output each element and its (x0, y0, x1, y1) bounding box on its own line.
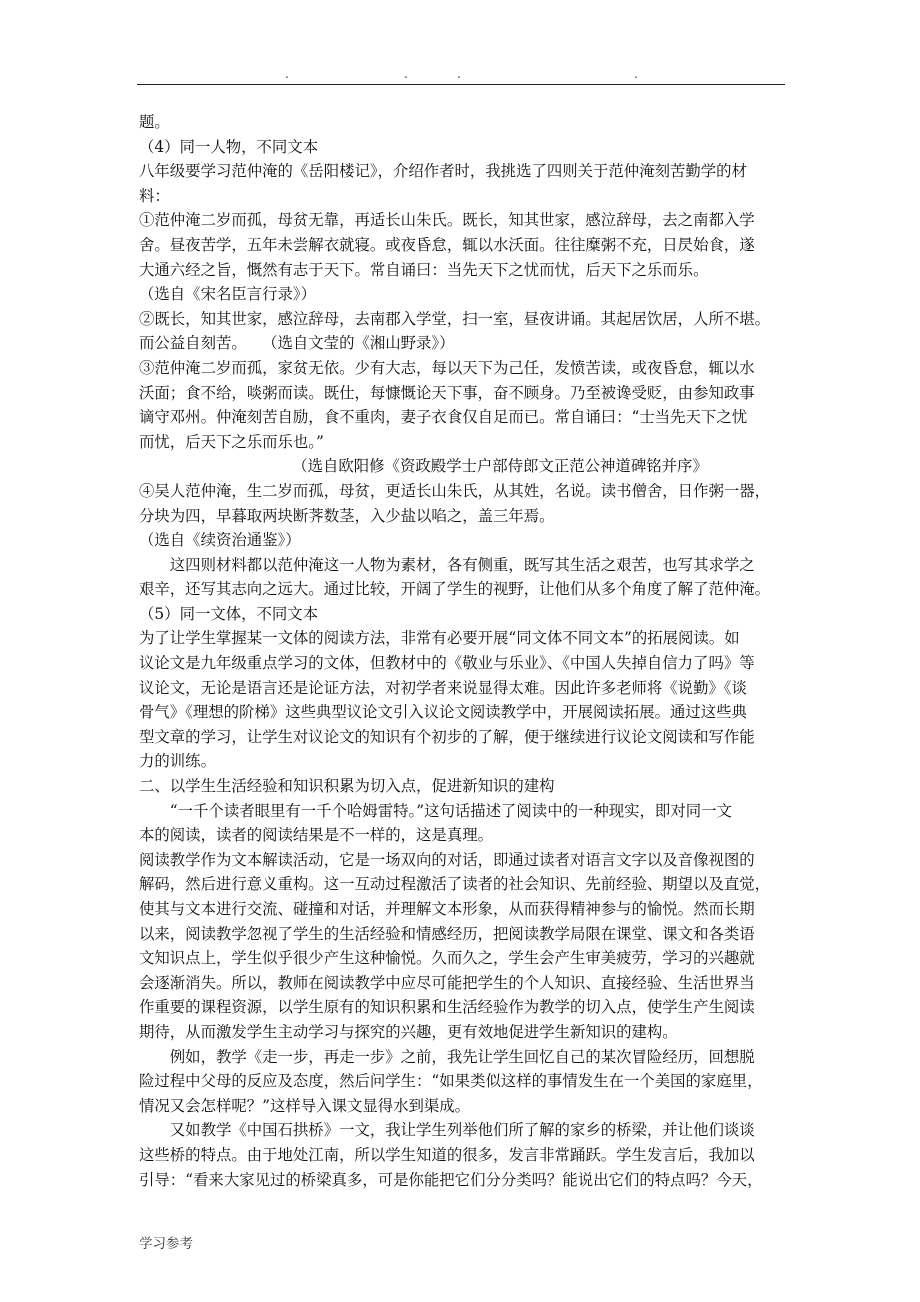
text-line: （选自《宋名臣言行录》） (139, 285, 316, 304)
header-dot: . (404, 67, 408, 81)
text-line: 阅读教学作为文本解读活动，它是一场双向的对话，即通过读者对语言文字以及音像视图的 (139, 850, 755, 869)
text-line: 舍。昼夜苦学，五年未尝解衣就寝。或夜昏怠，辄以水沃面。往往糜粥不充，日昃始食，遂 (139, 235, 755, 254)
text-line: 而公益自刻苦。 （选自文莹的《湘山野录》） (139, 334, 455, 353)
header-dot: . (285, 67, 289, 81)
text-line: 谪守邓州。仲淹刻苦自励，食不重肉，妻子衣食仅自足而已。常自诵曰：“士当先天下之忧 (139, 408, 748, 427)
text-line: 型文章的学习，让学生对议论文的知识有个初步的了解，便于继续进行议论文阅读和写作能 (139, 727, 755, 746)
text-line: 文知识点上，学生似乎很少产生这种愉悦。久而久之，学生会产生审美疲劳，学习的兴趣就 (139, 949, 755, 968)
text-line: 沃面；食不给，啖粥而读。既仕，每慷慨论天下事，奋不顾身。乃至被谗受贬，由参知政事 (139, 383, 755, 402)
text-line: 八年级要学习范仲淹的《岳阳楼记》，介绍作者时，我挑选了四则关于范仲淹刻苦勤学的材 (139, 162, 747, 181)
text-line: 料： (139, 186, 170, 205)
text-line: 大通六经之旨，慨然有志于天下。常自诵曰：当先天下之忧而忧，后天下之乐而乐。 (139, 260, 709, 279)
text-line: 会逐渐消失。所以，教师在阅读教学中应尽可能把学生的个人知识、直接经验、生活世界当 (139, 973, 755, 992)
text-line: 引导：“看来大家见过的桥梁真多，可是你能把它们分分类吗？能说出它们的特点吗？今天， (139, 1170, 763, 1189)
text-line: 骨气》《理想的阶梯》这些典型议论文引入议论文阅读教学中，开展阅读拓展。通过这些典 (139, 703, 747, 722)
header-dot: . (457, 67, 461, 81)
header-dot: . (634, 67, 638, 81)
text-line: ②既长，知其世家，感泣辞母，去南郡入学堂，扫一室，昼夜讲诵。其起居饮居，人所不堪。 (139, 309, 771, 328)
text-line: 以来，阅读教学忽视了学生的生活经验和情感经历，把阅读教学局限在课堂、课文和各类语 (139, 924, 755, 943)
text-line: 力的训练。 (139, 752, 216, 771)
text-line: 而忧，后天下之乐而乐也。” (139, 432, 324, 451)
text-line: 又如教学《中国石拱桥》一文，我让学生列举他们所了解的家乡的桥梁，并让他们谈谈 (139, 1121, 755, 1140)
text-line: 例如，教学《走一步，再走一步》之前，我先让学生回忆自己的某次冒险经历，回想脱 (139, 1047, 755, 1066)
text-line: 艰辛，还写其志向之远大。通过比较，开阔了学生的视野，让他们从多个角度了解了范仲淹。 (139, 580, 771, 599)
text-line: 使其与文本进行交流、碰撞和对话，并理解文本形象，从而获得精神参与的愉悦。然而长期 (139, 900, 755, 918)
text-line: 议论文，无论是语言还是论证方法，对初学者来说显得太难。因此许多老师将《说勤》《谈 (139, 678, 747, 697)
text-line: 为了让学生掌握某一文体的阅读方法，非常有必要开展“同文体不同文本”的拓展阅读。如 (139, 629, 740, 648)
text-line: 险过程中父母的反应及态度，然后问学生：“如果类似这样的事情发生在一个美国的家庭里， (139, 1072, 763, 1091)
text-line: （选自《续资治通鉴》） (139, 531, 301, 550)
text-line: 本的阅读，读者的阅读结果是不一样的，这是真理。 (139, 826, 493, 845)
header-rule (137, 84, 785, 85)
text-line: 议论文是九年级重点学习的文体，但教材中的《敬业与乐业》、《中国人失掉自信力了吗》等 (139, 654, 755, 673)
text-line: ①范仲淹二岁而孤，母贫无靠，再适长山朱氏。既长，知其世家，感泣辞母，去之南都入学 (139, 211, 755, 230)
text-line: 这些桥的特点。由于地处江南，所以学生知道的很多，发言非常踊跃。学生发言后，我加以 (139, 1145, 755, 1164)
document-body (139, 110, 789, 1192)
footer-label: 学习参考 (139, 1236, 193, 1252)
text-line: 情况又会怎样呢？”这样导入课文显得水到渠成。 (139, 1096, 471, 1115)
text-line: 作重要的课程资源，以学生原有的知识积累和生活经验作为教学的切入点，使学生产生阅读 (139, 998, 755, 1017)
text-line: ④吴人范仲淹，生二岁而孤，母贫，更适长山朱氏，从其姓，名说。读书僧舍，日作粥一器， (139, 481, 771, 500)
text-line: 这四则材料都以范仲淹这一人物为素材，各有侧重，既写其生活之艰苦，也写其求学之 (139, 555, 755, 574)
text-line: ③范仲淹二岁而孤，家贫无依。少有大志，每以天下为己任，发愤苦读，或夜昏怠，辄以水 (139, 358, 755, 377)
text-line: （5）同一文体，不同文本 (139, 604, 319, 623)
text-line: 解码，然后进行意义重构。这一互动过程激活了读者的社会知识、先前经验、期望以及直觉， (139, 875, 771, 894)
text-line: （4）同一人物，不同文本 (139, 137, 319, 156)
text-line: 题。 (139, 113, 170, 131)
text-line: 二、以学生生活经验和知识积累为切入点，促进新知识的建构 (139, 777, 555, 796)
text-line: “一千个读者眼里有一千个哈姆雷特。”这句话描述了阅读中的一种现实，即对同一文 (139, 801, 732, 820)
text-line: （选自欧阳修《资政殿学士户部侍郎文正范公神道碑铭并序》 (292, 457, 708, 476)
text-line: 分块为四，早暮取两块断荠数茎，入少盐以啗之，盖三年焉。 (139, 506, 555, 525)
text-line: 期待，从而激发学生主动学习与探究的兴趣，更有效地促进学生新知识的建构。 (139, 1022, 678, 1041)
